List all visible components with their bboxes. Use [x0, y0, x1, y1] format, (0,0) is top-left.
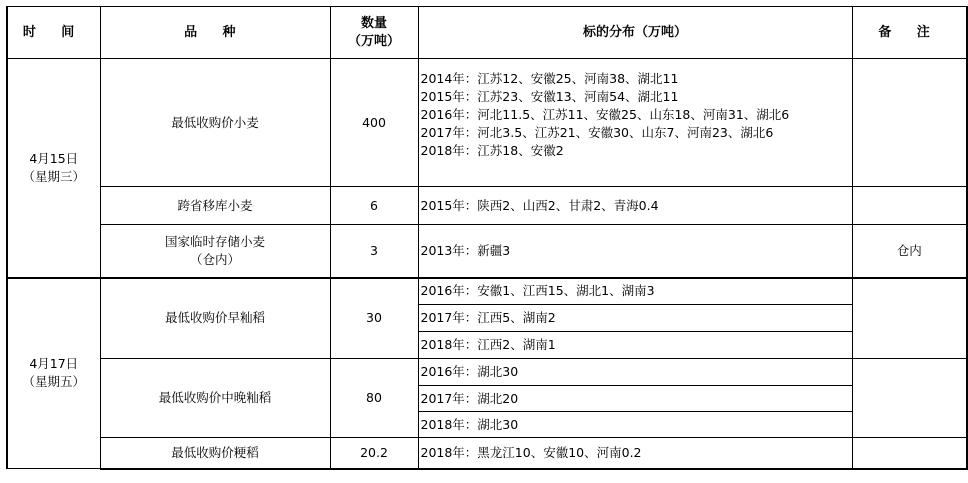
remark-cell [852, 359, 967, 438]
distribution-cell: 2018年：黑龙江10、安徽10、河南0.2 [418, 438, 852, 469]
header-distribution: 标的分布（万吨） [418, 7, 852, 59]
variety-line1: 国家临时存储小麦 [164, 233, 265, 249]
remark-cell [852, 438, 967, 469]
header-row [7, 7, 967, 59]
distribution-line: 2014年：江苏12、安徽25、河南38、湖北11 [420, 71, 679, 86]
distribution-line: 2015年：江苏23、安徽13、河南54、湖北11 [420, 89, 679, 104]
distribution-cell: 2015年：陕西2、山西2、甘肃2、青海0.4 [418, 187, 852, 225]
remark-cell: 仓内 [852, 225, 967, 278]
quantity-cell: 20.2 [330, 438, 418, 469]
remark-cell [852, 278, 967, 359]
variety-line2: （仓内） [189, 251, 240, 267]
table-row [7, 438, 967, 469]
distribution-cell: 2017年：湖北20 [418, 386, 852, 412]
weekday-text: （星期五） [22, 374, 85, 390]
table-row [7, 359, 967, 386]
table-row [7, 225, 967, 278]
distribution-cell: 2018年：湖北30 [418, 412, 852, 438]
header-time: 时 间 [7, 7, 100, 59]
quantity-cell: 3 [330, 225, 418, 278]
variety-cell: 跨省移库小麦 [100, 187, 330, 225]
variety-cell: 最低收购价粳稻 [100, 438, 330, 469]
remark-cell [852, 59, 967, 187]
distribution-cell: 2017年：江西5、湖南2 [418, 305, 852, 332]
distribution-line: 2017年：河北3.5、江苏21、安徽30、山东7、河南23、湖北6 [420, 125, 774, 140]
table-row [7, 59, 967, 187]
header-quantity [330, 7, 418, 59]
table-row [7, 187, 967, 225]
date-text: 4月15日 [29, 150, 79, 166]
table-row [7, 278, 967, 305]
variety-cell: 最低收购价小麦 [100, 59, 330, 187]
distribution-line: 2016年：河北11.5、江苏11、安徽25、山东18、河南31、湖北6 [420, 107, 790, 122]
variety-cell: 最低收购价早籼稻 [100, 278, 330, 359]
variety-cell [100, 225, 330, 278]
distribution-line: 2018年：江苏18、安徽2 [420, 143, 564, 158]
header-quantity-line1: 数量 [360, 15, 387, 31]
distribution-cell [418, 59, 852, 187]
quantity-cell: 400 [330, 59, 418, 187]
distribution-cell: 2016年：湖北30 [418, 359, 852, 386]
date-cell [7, 278, 100, 469]
variety-cell: 最低收购价中晚籼稻 [100, 359, 330, 438]
quantity-cell: 80 [330, 359, 418, 438]
date-cell [7, 59, 100, 278]
header-remarks: 备 注 [852, 7, 967, 59]
header-variety: 品 种 [100, 7, 330, 59]
header-quantity-line2: （万吨） [347, 33, 400, 49]
weekday-text: （星期三） [22, 168, 85, 184]
distribution-cell: 2016年：安徽1、江西15、湖北1、湖南3 [418, 278, 852, 305]
remark-cell [852, 187, 967, 225]
date-text: 4月17日 [29, 356, 79, 372]
quantity-cell: 6 [330, 187, 418, 225]
quantity-cell: 30 [330, 278, 418, 359]
distribution-cell: 2013年：新疆3 [418, 225, 852, 278]
distribution-cell: 2018年：江西2、湖南1 [418, 332, 852, 359]
auction-schedule-table [6, 6, 968, 470]
